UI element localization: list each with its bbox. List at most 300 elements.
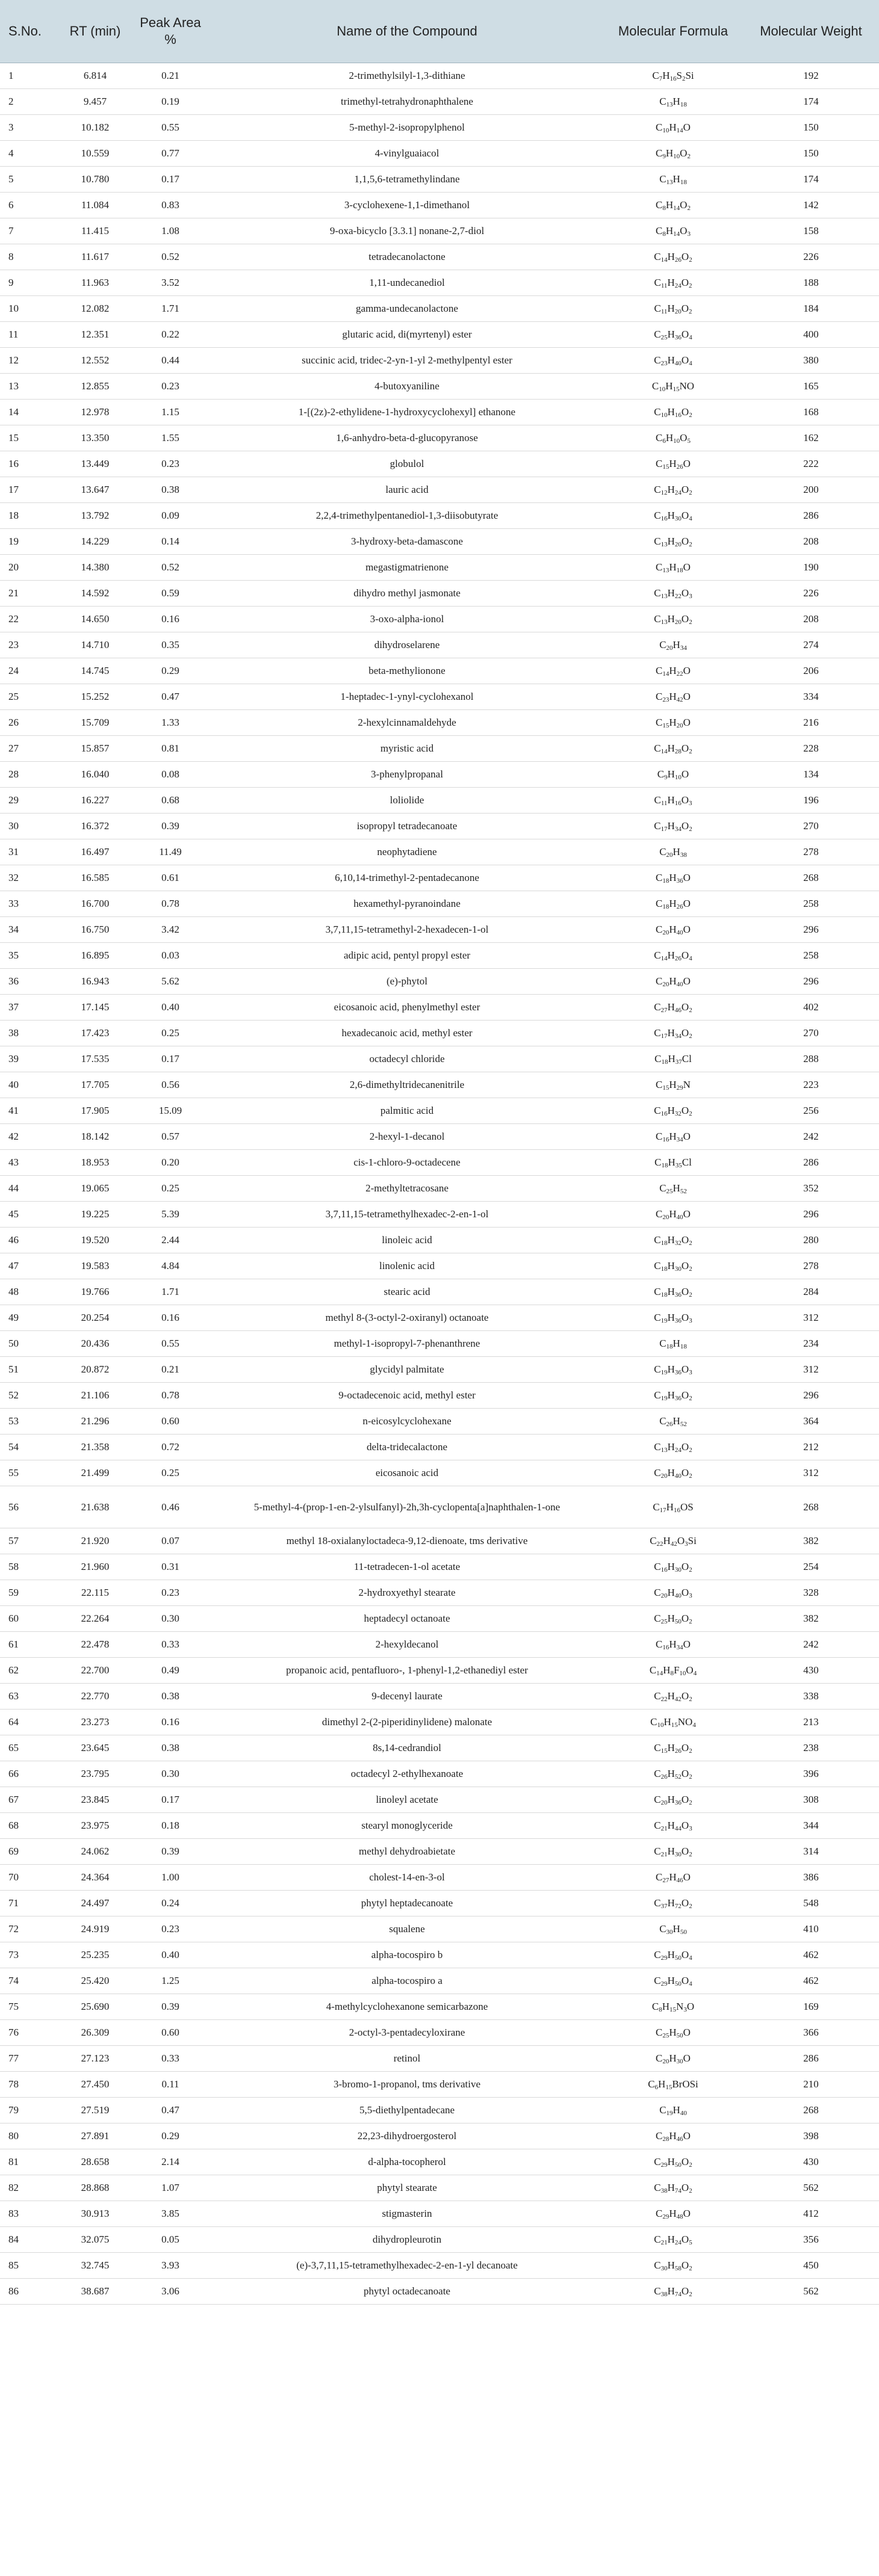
cell-molecular-formula: $C_{15}H_{26}O$ xyxy=(603,451,743,477)
table-row xyxy=(0,969,879,995)
cell-rt: 20.254 xyxy=(60,1305,130,1331)
cell-sno: 47 xyxy=(0,1253,60,1279)
cell-compound-name: glutaric acid, di(myrtenyl) ester xyxy=(211,322,603,348)
cell-molecular-weight: 208 xyxy=(743,529,879,555)
cell-molecular-weight: 288 xyxy=(743,1046,879,1072)
cell-sno: 81 xyxy=(0,2149,60,2175)
table-row xyxy=(0,2020,879,2046)
cell-molecular-weight: 398 xyxy=(743,2124,879,2149)
cell-sno: 74 xyxy=(0,1968,60,1994)
cell-peak-area: 0.25 xyxy=(130,1176,211,1202)
cell-molecular-formula: $C_9H_{10}O$ xyxy=(603,762,743,788)
cell-sno: 53 xyxy=(0,1409,60,1435)
cell-compound-name: 8s,14-cedrandiol xyxy=(211,1735,603,1761)
cell-peak-area: 0.17 xyxy=(130,1046,211,1072)
cell-peak-area: 0.68 xyxy=(130,788,211,814)
cell-molecular-formula: $C_{15}H_{29}N$ xyxy=(603,1072,743,1098)
table-row xyxy=(0,503,879,529)
header-compound-name: Name of the Compound xyxy=(211,0,603,63)
cell-sno: 40 xyxy=(0,1072,60,1098)
cell-sno: 14 xyxy=(0,400,60,425)
cell-compound-name: dihydropleurotin xyxy=(211,2227,603,2253)
cell-peak-area: 0.29 xyxy=(130,2124,211,2149)
cell-compound-name: 2-methyltetracosane xyxy=(211,1176,603,1202)
cell-molecular-weight: 334 xyxy=(743,684,879,710)
cell-peak-area: 0.59 xyxy=(130,581,211,607)
cell-molecular-formula: $C_{20}H_{40}O_3$ xyxy=(603,1580,743,1606)
cell-molecular-weight: 386 xyxy=(743,1865,879,1891)
cell-rt: 23.273 xyxy=(60,1710,130,1735)
table-row xyxy=(0,1072,879,1098)
table-row xyxy=(0,63,879,89)
cell-sno: 27 xyxy=(0,736,60,762)
cell-peak-area: 0.30 xyxy=(130,1761,211,1787)
cell-molecular-formula: $C_{20}H_{40}O_2$ xyxy=(603,1460,743,1486)
cell-rt: 14.229 xyxy=(60,529,130,555)
cell-compound-name: 2-trimethylsilyl-1,3-dithiane xyxy=(211,63,603,89)
cell-sno: 42 xyxy=(0,1124,60,1150)
cell-sno: 75 xyxy=(0,1994,60,2020)
cell-sno: 36 xyxy=(0,969,60,995)
cell-molecular-formula: $C_{21}H_{44}O_3$ xyxy=(603,1813,743,1839)
cell-molecular-formula: $C_{10}H_{14}O$ xyxy=(603,115,743,141)
table-row xyxy=(0,400,879,425)
cell-rt: 24.497 xyxy=(60,1891,130,1917)
table-row xyxy=(0,296,879,322)
cell-molecular-formula: $C_8H_{14}O_2$ xyxy=(603,193,743,218)
cell-peak-area: 0.40 xyxy=(130,1942,211,1968)
table-row xyxy=(0,1710,879,1735)
cell-molecular-weight: 150 xyxy=(743,115,879,141)
cell-rt: 14.710 xyxy=(60,632,130,658)
cell-peak-area: 0.21 xyxy=(130,1357,211,1383)
cell-rt: 15.857 xyxy=(60,736,130,762)
cell-compound-name: cis-1-chloro-9-octadecene xyxy=(211,1150,603,1176)
cell-peak-area: 0.47 xyxy=(130,2098,211,2124)
cell-rt: 14.650 xyxy=(60,607,130,632)
cell-sno: 82 xyxy=(0,2175,60,2201)
cell-peak-area: 0.31 xyxy=(130,1554,211,1580)
cell-rt: 6.814 xyxy=(60,63,130,89)
cell-compound-name: linoleic acid xyxy=(211,1228,603,1253)
cell-molecular-formula: $C_{30}H_{58}O_2$ xyxy=(603,2253,743,2279)
cell-sno: 3 xyxy=(0,115,60,141)
table-row xyxy=(0,995,879,1021)
cell-rt: 21.960 xyxy=(60,1554,130,1580)
table-row xyxy=(0,2149,879,2175)
cell-rt: 16.700 xyxy=(60,891,130,917)
cell-sno: 79 xyxy=(0,2098,60,2124)
table-row xyxy=(0,710,879,736)
cell-peak-area: 0.81 xyxy=(130,736,211,762)
cell-sno: 7 xyxy=(0,218,60,244)
cell-compound-name: octadecyl chloride xyxy=(211,1046,603,1072)
cell-peak-area: 11.49 xyxy=(130,839,211,865)
cell-sno: 80 xyxy=(0,2124,60,2149)
cell-rt: 14.745 xyxy=(60,658,130,684)
table-row xyxy=(0,1528,879,1554)
cell-peak-area: 0.05 xyxy=(130,2227,211,2253)
cell-molecular-formula: $C_{14}H_{22}O$ xyxy=(603,658,743,684)
table-row xyxy=(0,1460,879,1486)
cell-rt: 11.617 xyxy=(60,244,130,270)
cell-sno: 2 xyxy=(0,89,60,115)
cell-molecular-weight: 402 xyxy=(743,995,879,1021)
cell-molecular-formula: $C_{20}H_{40}O$ xyxy=(603,917,743,943)
cell-molecular-weight: 196 xyxy=(743,788,879,814)
cell-molecular-weight: 278 xyxy=(743,1253,879,1279)
cell-molecular-weight: 258 xyxy=(743,891,879,917)
cell-molecular-weight: 356 xyxy=(743,2227,879,2253)
cell-molecular-weight: 410 xyxy=(743,1917,879,1942)
table-row xyxy=(0,2227,879,2253)
cell-compound-name: 3-hydroxy-beta-damascone xyxy=(211,529,603,555)
cell-molecular-weight: 296 xyxy=(743,1383,879,1409)
cell-molecular-weight: 548 xyxy=(743,1891,879,1917)
cell-sno: 78 xyxy=(0,2072,60,2098)
cell-molecular-formula: $C_{10}H_{15}NO$ xyxy=(603,374,743,400)
table-row xyxy=(0,1150,879,1176)
cell-compound-name: 2-hexyl-1-decanol xyxy=(211,1124,603,1150)
cell-molecular-weight: 216 xyxy=(743,710,879,736)
cell-rt: 38.687 xyxy=(60,2279,130,2305)
table-row xyxy=(0,581,879,607)
cell-compound-name: adipic acid, pentyl propyl ester xyxy=(211,943,603,969)
table-row xyxy=(0,865,879,891)
cell-rt: 21.296 xyxy=(60,1409,130,1435)
cell-molecular-formula: $C_{25}H_{50}O$ xyxy=(603,2020,743,2046)
cell-molecular-formula: $C_{38}H_{74}O_2$ xyxy=(603,2175,743,2201)
cell-molecular-weight: 400 xyxy=(743,322,879,348)
table-row xyxy=(0,2175,879,2201)
header-molecular-formula: Molecular Formula xyxy=(603,0,743,63)
cell-molecular-weight: 226 xyxy=(743,581,879,607)
table-row xyxy=(0,1839,879,1865)
cell-molecular-weight: 296 xyxy=(743,1202,879,1228)
cell-molecular-formula: $C_{22}H_{42}O_2$ xyxy=(603,1684,743,1710)
cell-molecular-weight: 338 xyxy=(743,1684,879,1710)
cell-peak-area: 0.17 xyxy=(130,1787,211,1813)
cell-molecular-weight: 254 xyxy=(743,1554,879,1580)
cell-molecular-weight: 382 xyxy=(743,1528,879,1554)
cell-molecular-formula: $C_{37}H_{72}O_2$ xyxy=(603,1891,743,1917)
cell-compound-name: 2-hexyldecanol xyxy=(211,1632,603,1658)
cell-rt: 24.062 xyxy=(60,1839,130,1865)
cell-peak-area: 0.61 xyxy=(130,865,211,891)
cell-molecular-formula: $C_{14}H_{26}O_2$ xyxy=(603,244,743,270)
cell-peak-area: 0.16 xyxy=(130,607,211,632)
cell-molecular-weight: 238 xyxy=(743,1735,879,1761)
cell-sno: 17 xyxy=(0,477,60,503)
cell-molecular-formula: $C_{23}H_{42}O$ xyxy=(603,684,743,710)
cell-molecular-formula: $C_{22}H_{42}O_3Si$ xyxy=(603,1528,743,1554)
table-row xyxy=(0,1021,879,1046)
cell-rt: 19.583 xyxy=(60,1253,130,1279)
cell-rt: 12.855 xyxy=(60,374,130,400)
cell-sno: 62 xyxy=(0,1658,60,1684)
table-row xyxy=(0,2279,879,2305)
cell-peak-area: 3.06 xyxy=(130,2279,211,2305)
cell-molecular-formula: $C_{11}H_{20}O_2$ xyxy=(603,296,743,322)
cell-sno: 61 xyxy=(0,1632,60,1658)
cell-molecular-weight: 222 xyxy=(743,451,879,477)
cell-molecular-formula: $C_6H_{15}BrOSi$ xyxy=(603,2072,743,2098)
cell-peak-area: 0.83 xyxy=(130,193,211,218)
cell-molecular-weight: 430 xyxy=(743,2149,879,2175)
cell-rt: 12.351 xyxy=(60,322,130,348)
cell-rt: 15.252 xyxy=(60,684,130,710)
cell-compound-name: 1,1,5,6-tetramethylindane xyxy=(211,167,603,193)
cell-sno: 83 xyxy=(0,2201,60,2227)
cell-molecular-formula: $C_{13}H_{18}$ xyxy=(603,167,743,193)
table-row xyxy=(0,115,879,141)
cell-rt: 23.645 xyxy=(60,1735,130,1761)
cell-peak-area: 0.39 xyxy=(130,814,211,839)
cell-sno: 1 xyxy=(0,63,60,89)
cell-sno: 18 xyxy=(0,503,60,529)
cell-peak-area: 0.03 xyxy=(130,943,211,969)
cell-sno: 52 xyxy=(0,1383,60,1409)
table-row xyxy=(0,193,879,218)
cell-sno: 22 xyxy=(0,607,60,632)
table-row xyxy=(0,1968,879,1994)
table-row xyxy=(0,1554,879,1580)
cell-peak-area: 3.85 xyxy=(130,2201,211,2227)
cell-compound-name: globulol xyxy=(211,451,603,477)
cell-sno: 84 xyxy=(0,2227,60,2253)
table-row xyxy=(0,89,879,115)
cell-rt: 27.123 xyxy=(60,2046,130,2072)
cell-rt: 10.559 xyxy=(60,141,130,167)
cell-sno: 32 xyxy=(0,865,60,891)
cell-compound-name: dihydroselarene xyxy=(211,632,603,658)
table-row xyxy=(0,607,879,632)
cell-molecular-formula: $C_{18}H_{18}$ xyxy=(603,1331,743,1357)
table-row xyxy=(0,2253,879,2279)
cell-peak-area: 3.93 xyxy=(130,2253,211,2279)
header-sno: S.No. xyxy=(0,0,60,63)
cell-rt: 20.872 xyxy=(60,1357,130,1383)
cell-compound-name: eicosanoic acid xyxy=(211,1460,603,1486)
cell-molecular-formula: $C_{18}H_{36}O_2$ xyxy=(603,1279,743,1305)
cell-rt: 25.235 xyxy=(60,1942,130,1968)
cell-rt: 18.142 xyxy=(60,1124,130,1150)
table-row xyxy=(0,425,879,451)
cell-rt: 19.766 xyxy=(60,1279,130,1305)
cell-peak-area: 0.25 xyxy=(130,1021,211,1046)
cell-rt: 21.499 xyxy=(60,1460,130,1486)
cell-sno: 23 xyxy=(0,632,60,658)
cell-peak-area: 0.14 xyxy=(130,529,211,555)
cell-molecular-weight: 228 xyxy=(743,736,879,762)
cell-molecular-formula: $C_{10}H_{15}NO_4$ xyxy=(603,1710,743,1735)
cell-sno: 4 xyxy=(0,141,60,167)
cell-sno: 30 xyxy=(0,814,60,839)
cell-molecular-weight: 286 xyxy=(743,503,879,529)
cell-rt: 16.040 xyxy=(60,762,130,788)
cell-molecular-formula: $C_{27}H_{46}O$ xyxy=(603,1865,743,1891)
cell-compound-name: methyl 18-oxialanyloctadeca-9,12-dienoate, tms derivative xyxy=(211,1528,603,1554)
cell-molecular-formula: $C_{16}H_{30}O_4$ xyxy=(603,503,743,529)
cell-rt: 12.082 xyxy=(60,296,130,322)
cell-peak-area: 0.21 xyxy=(130,63,211,89)
cell-peak-area: 0.57 xyxy=(130,1124,211,1150)
cell-rt: 12.552 xyxy=(60,348,130,374)
cell-molecular-formula: $C_{25}H_{36}O_4$ xyxy=(603,322,743,348)
cell-sno: 35 xyxy=(0,943,60,969)
cell-sno: 50 xyxy=(0,1331,60,1357)
cell-peak-area: 0.35 xyxy=(130,632,211,658)
cell-sno: 8 xyxy=(0,244,60,270)
cell-sno: 19 xyxy=(0,529,60,555)
cell-molecular-formula: $C_7H_{16}S_2Si$ xyxy=(603,63,743,89)
table-row xyxy=(0,2098,879,2124)
cell-peak-area: 5.39 xyxy=(130,1202,211,1228)
cell-peak-area: 0.30 xyxy=(130,1606,211,1632)
cell-molecular-formula: $C_{11}H_{24}O_2$ xyxy=(603,270,743,296)
cell-molecular-weight: 382 xyxy=(743,1606,879,1632)
cell-compound-name: eicosanoic acid, phenylmethyl ester xyxy=(211,995,603,1021)
cell-molecular-formula: $C_{17}H_{16}OS$ xyxy=(603,1486,743,1528)
cell-compound-name: octadecyl 2-ethylhexanoate xyxy=(211,1761,603,1787)
cell-molecular-formula: $C_{29}H_{50}O_2$ xyxy=(603,2149,743,2175)
cell-compound-name: cholest-14-en-3-ol xyxy=(211,1865,603,1891)
cell-molecular-weight: 364 xyxy=(743,1409,879,1435)
cell-rt: 16.750 xyxy=(60,917,130,943)
cell-sno: 26 xyxy=(0,710,60,736)
cell-rt: 17.535 xyxy=(60,1046,130,1072)
cell-molecular-weight: 223 xyxy=(743,1072,879,1098)
cell-molecular-weight: 258 xyxy=(743,943,879,969)
cell-rt: 22.700 xyxy=(60,1658,130,1684)
cell-rt: 9.457 xyxy=(60,89,130,115)
cell-molecular-weight: 268 xyxy=(743,1486,879,1528)
cell-molecular-weight: 134 xyxy=(743,762,879,788)
table-row xyxy=(0,1735,879,1761)
cell-peak-area: 1.33 xyxy=(130,710,211,736)
cell-molecular-weight: 412 xyxy=(743,2201,879,2227)
header-rt: RT (min) xyxy=(60,0,130,63)
cell-compound-name: 5,5-diethylpentadecane xyxy=(211,2098,603,2124)
cell-molecular-formula: $C_{25}H_{52}$ xyxy=(603,1176,743,1202)
cell-molecular-formula: $C_{17}H_{34}O_2$ xyxy=(603,1021,743,1046)
table-row xyxy=(0,1228,879,1253)
cell-peak-area: 0.07 xyxy=(130,1528,211,1554)
cell-sno: 72 xyxy=(0,1917,60,1942)
cell-rt: 22.115 xyxy=(60,1580,130,1606)
cell-sno: 57 xyxy=(0,1528,60,1554)
cell-molecular-weight: 168 xyxy=(743,400,879,425)
cell-sno: 49 xyxy=(0,1305,60,1331)
table-row xyxy=(0,788,879,814)
cell-peak-area: 0.78 xyxy=(130,891,211,917)
cell-molecular-weight: 188 xyxy=(743,270,879,296)
cell-peak-area: 0.24 xyxy=(130,1891,211,1917)
cell-molecular-formula: $C_{19}H_{40}$ xyxy=(603,2098,743,2124)
cell-peak-area: 0.33 xyxy=(130,2046,211,2072)
cell-molecular-weight: 212 xyxy=(743,1435,879,1460)
cell-molecular-formula: $C_{12}H_{24}O_2$ xyxy=(603,477,743,503)
cell-molecular-weight: 165 xyxy=(743,374,879,400)
cell-compound-name: linoleyl acetate xyxy=(211,1787,603,1813)
cell-peak-area: 0.16 xyxy=(130,1710,211,1735)
cell-sno: 29 xyxy=(0,788,60,814)
table-row xyxy=(0,322,879,348)
cell-sno: 34 xyxy=(0,917,60,943)
cell-molecular-weight: 184 xyxy=(743,296,879,322)
cell-compound-name: squalene xyxy=(211,1917,603,1942)
cell-compound-name: 9-octadecenoic acid, methyl ester xyxy=(211,1383,603,1409)
cell-sno: 58 xyxy=(0,1554,60,1580)
cell-molecular-weight: 562 xyxy=(743,2279,879,2305)
cell-compound-name: 2-hydroxyethyl stearate xyxy=(211,1580,603,1606)
cell-compound-name: 3-cyclohexene-1,1-dimethanol xyxy=(211,193,603,218)
cell-molecular-weight: 284 xyxy=(743,1279,879,1305)
cell-molecular-formula: $C_{13}H_{24}O_2$ xyxy=(603,1435,743,1460)
cell-peak-area: 0.39 xyxy=(130,1839,211,1865)
cell-molecular-formula: $C_{18}H_{37}Cl$ xyxy=(603,1046,743,1072)
cell-molecular-weight: 352 xyxy=(743,1176,879,1202)
cell-peak-area: 0.38 xyxy=(130,1684,211,1710)
header-peak-area: Peak Area % xyxy=(130,0,211,63)
cell-peak-area: 0.08 xyxy=(130,762,211,788)
header-molecular-weight: Molecular Weight xyxy=(743,0,879,63)
cell-compound-name: 6,10,14-trimethyl-2-pentadecanone xyxy=(211,865,603,891)
cell-rt: 21.638 xyxy=(60,1486,130,1528)
cell-molecular-formula: $C_{21}H_{30}O_2$ xyxy=(603,1839,743,1865)
table-row xyxy=(0,917,879,943)
cell-compound-name: n-eicosylcyclohexane xyxy=(211,1409,603,1435)
cell-compound-name: 9-oxa-bicyclo [3.3.1] nonane-2,7-diol xyxy=(211,218,603,244)
cell-molecular-formula: $C_{30}H_{50}$ xyxy=(603,1917,743,1942)
cell-rt: 11.963 xyxy=(60,270,130,296)
cell-rt: 18.953 xyxy=(60,1150,130,1176)
cell-peak-area: 15.09 xyxy=(130,1098,211,1124)
cell-peak-area: 1.07 xyxy=(130,2175,211,2201)
table-row xyxy=(0,943,879,969)
cell-peak-area: 0.23 xyxy=(130,451,211,477)
cell-compound-name: 5-methyl-4-(prop-1-en-2-ylsulfanyl)-2h,3h-cyclopenta[a]naphthalen-1-one xyxy=(211,1486,603,1528)
cell-compound-name: stigmasterin xyxy=(211,2201,603,2227)
cell-molecular-weight: 296 xyxy=(743,917,879,943)
cell-sno: 71 xyxy=(0,1891,60,1917)
cell-compound-name: methyl dehydroabietate xyxy=(211,1839,603,1865)
cell-rt: 13.792 xyxy=(60,503,130,529)
cell-sno: 28 xyxy=(0,762,60,788)
cell-rt: 21.106 xyxy=(60,1383,130,1409)
cell-rt: 17.705 xyxy=(60,1072,130,1098)
cell-rt: 17.905 xyxy=(60,1098,130,1124)
cell-compound-name: (e)-3,7,11,15-tetramethylhexadec-2-en-1-yl decanoate xyxy=(211,2253,603,2279)
cell-molecular-formula: $C_{15}H_{20}O$ xyxy=(603,710,743,736)
cell-sno: 21 xyxy=(0,581,60,607)
cell-peak-area: 0.39 xyxy=(130,1994,211,2020)
cell-sno: 69 xyxy=(0,1839,60,1865)
cell-molecular-weight: 270 xyxy=(743,814,879,839)
cell-peak-area: 0.11 xyxy=(130,2072,211,2098)
table-row xyxy=(0,167,879,193)
table-row xyxy=(0,736,879,762)
table-row xyxy=(0,1331,879,1357)
cell-molecular-formula: $C_{13}H_{20}O_2$ xyxy=(603,529,743,555)
cell-peak-area: 1.55 xyxy=(130,425,211,451)
cell-sno: 59 xyxy=(0,1580,60,1606)
table-row xyxy=(0,762,879,788)
cell-rt: 16.585 xyxy=(60,865,130,891)
cell-compound-name: 3-phenylpropanal xyxy=(211,762,603,788)
cell-molecular-formula: $C_{10}H_{16}O_2$ xyxy=(603,400,743,425)
cell-molecular-formula: $C_{14}H_{26}O_4$ xyxy=(603,943,743,969)
